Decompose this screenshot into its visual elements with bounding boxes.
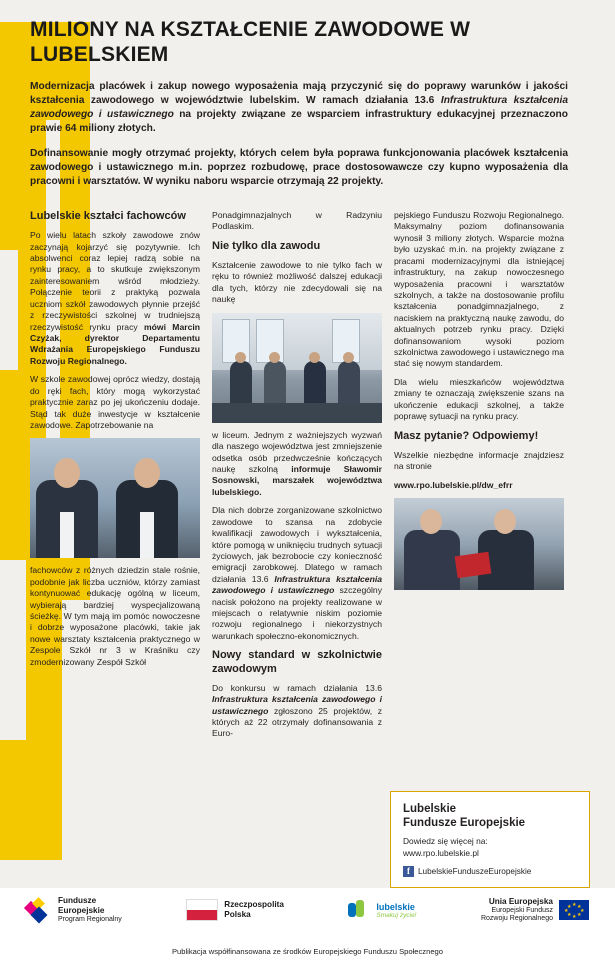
column-2-heading-1: Nie tylko dla zawodu	[212, 239, 321, 252]
unia-europejska-logo	[481, 897, 589, 924]
lead-paragraph-1	[30, 80, 568, 136]
ue-line-3: Rozwoju Regionalnego	[480, 915, 553, 923]
footer-logos	[0, 888, 615, 925]
eu-flag-icon: ★ ★ ★ ★ ★ ★ ★ ★	[559, 900, 589, 920]
rp-line-2: Polska	[224, 910, 251, 920]
column-1-paragraph-2: W szkole zawodowej oprócz wiedzy, dostają do ręki fach, który mogą wykorzystać praktycznie zaraz po jej ukończeniu dodaje. Stąd tak duże inwestycje w kształcenie zawodowe. Zapotrzebowanie na	[30, 374, 200, 430]
column-1-paragraph-1	[30, 230, 200, 367]
lead-paragraph-2: Dofinansowanie mogły otrzymać projekty, których celem była poprawa funkcjonowania placówek kształcenia zawodowego i ustawicznego m.in. poprzez rozbudowę, prace dostosowawcze czy kupno wyposażenia dla pracowni i warsztatów. W wyniku naboru wsparcie otrzymają 22 projekty.	[30, 147, 568, 187]
lead-1-part-b: na projekty związane ze wsparciem infrastruktury edukacyjnej przeznaczono prawie 64 miliony złotych.	[30, 108, 568, 134]
ribbon-cut-a	[0, 250, 18, 370]
rzeczpospolita-polska-logo	[186, 899, 284, 921]
column-3-heading: Masz pytanie? Odpowiemy!	[394, 429, 539, 442]
facebook-link[interactable]	[403, 866, 579, 877]
column-3-paragraph-3: Wszelkie niezbędne informacje znajdziesz na stronie	[394, 449, 564, 472]
fe-line-1: Fundusze	[58, 896, 97, 905]
article-header	[30, 18, 590, 200]
fe-line-3: Program Regionalny	[58, 916, 122, 923]
lubelskie-text	[376, 902, 416, 919]
ue-line-2: Europejski Fundusz	[491, 906, 553, 914]
ue-line-1: Unia Europejska	[488, 896, 553, 906]
column-2-p2-bold: informuje Sławomir Sosnowski, marszałek województwa lubelskiego.	[212, 463, 382, 497]
column-2-p3-a: Dla nich dobrze zorganizowane szkolnictwo zawodowe to szansa na zdobycie kwalifikacji zawodowych i wykształcenia, które pomogą w uniknięciu trudnych sytuacji życiowych, jak bezrobocie czy konieczność emigracji zarobkowej. Dlatego w ramach działania 13.6	[212, 505, 382, 584]
column-1-heading: Lubelskie kształci fachowców	[30, 210, 186, 222]
contact-box-line-2: Fundusze Europejskie	[403, 817, 526, 830]
facebook-icon: f	[403, 866, 414, 877]
column-1-paragraph-3: fachowców z różnych dziedzin stale rośnie, podobnie jak liczba uczniów, którzy zamiast kontynuować edukację ogólną w liceum, wybierają bardziej wyspecjalizowaną ścieżkę. W tym mają im pomóc nowoczesne i dobrze wyposażone placówki, takie jak nowe warsztaty kształcenia praktycznego w Zespole Szkół nr 3 w Kraśniku czy zmodernizowany Zespół Szkół	[30, 565, 200, 667]
column-2-p2-text: w liceum. Jednym z ważniejszych wyzwań dla naszego województwa jest zmniejszenie odsetka osób przedwcześnie kończących naukę szkolną	[212, 429, 382, 474]
column-2-p4-emphasis: Infrastruktura kształcenia zawodowego i ustawicznego	[212, 694, 382, 716]
page-title: MILIONY NA KSZTAŁCENIE ZAWODOWE W LUBELSKIEM	[30, 18, 471, 66]
column-3-paragraph-2: Dla wielu mieszkańców województwa zmiany te oznaczają zwiększenie szans na ukończenie edukacji szkolnej, a także poprawę sytuacji na rynku pracy.	[394, 376, 564, 422]
column-3	[394, 210, 564, 597]
fundusze-europejskie-icon	[26, 899, 52, 921]
polish-flag-icon	[186, 899, 218, 921]
photo-meeting	[212, 313, 382, 423]
article-columns	[30, 210, 590, 747]
rzeczpospolita-text	[224, 900, 284, 920]
column-1-p1-bold: mówi Marcin Czyżak, dyrektor Departamentu Wdrażania Europejskiego Funduszu Rozwoju Regionalnego.	[30, 321, 200, 366]
column-2-paragraph-1: Kształcenie zawodowe to nie tylko fach w ręku to również możliwość dalszej edukacji dla tych, którzy nie zdecydowali się na naukę	[212, 260, 382, 305]
fundusze-europejskie-logo	[26, 896, 122, 925]
lead-1-part-a: Modernizacja placówek i zakup nowego wyposażenia mają przyczynić się do poprawy warunków i jakości kształcenia zawodowego w województwie lubelskim. W ramach działania 13.6	[30, 80, 568, 106]
footer-caption: Publikacja współfinansowana ze środków Europejskiego Funduszu Społecznego	[171, 947, 443, 956]
photo-two-men	[30, 438, 200, 558]
fundusze-europejskie-text	[58, 896, 122, 925]
column-2-paragraph-2	[212, 430, 382, 499]
contact-box-title	[403, 802, 579, 831]
lub-line-1: lubelskie	[376, 901, 415, 912]
rp-line-1: Rzeczpospolita	[224, 900, 284, 910]
column-2-paragraph-3	[212, 505, 382, 642]
facebook-page-name: LubelskieFunduszeEuropejskie	[418, 867, 532, 876]
column-2-p4-b: zgłoszono 25 projektów, z których aż 22 otrzymały dofinansowania z Euro-	[212, 705, 382, 739]
fe-line-2: Europejskie	[58, 906, 105, 915]
column-2-p3-emphasis: Infrastruktura kształcenia zawodowego i ustawicznego	[212, 573, 382, 596]
lubelskie-logo	[348, 900, 416, 920]
column-2	[212, 210, 382, 747]
column-3-paragraph-1: pejskiego Funduszu Rozwoju Regionalnego. Maksymalny poziom dofinansowania wynosił 3 miliony złotych. Wsparcie można było uzyskać m.in. na projekty związane z pracami modernizacyjnymi dla istniejącej infrastruktury, na zakup nowoczesnego wyposażenia pracowni i warsztatów szkolnych, a także na dostosowanie profilu kształcenia ponadgimnazjalnego, z naciskiem na praktyczną naukę zawodu, do aktualnych potrzeb rynku pracy. Dzięki dofinansowaniom wysoki poziom szkolnictwa zawodowego i ustawicznego ma stać się nowym standardem.	[394, 210, 564, 369]
contact-box	[390, 791, 590, 888]
contact-box-subtitle: Dowiedz się więcej na:	[403, 836, 488, 847]
column-2-heading-2: Nowy standard w szkolnictwie zawodowym	[212, 649, 382, 675]
column-1	[30, 210, 200, 675]
lubelskie-icon	[348, 900, 370, 920]
column-3-link[interactable]: www.rpo.lubelskie.pl/dw_efrr	[394, 479, 513, 490]
contact-box-url[interactable]: www.rpo.lubelskie.pl	[403, 848, 479, 859]
column-1-p1-text: Po wielu latach szkoły zawodowe znów zaczynają kojarzyć się pozytywnie. Ich absolwenci coraz lepiej radzą sobie na rynku pracy, a to skutkuje zwiększonym zainteresowaniem wśród młodzieży. Połączenie teorii z praktyką pozwala uczniom szkół zawodowych płynnie przejść z rzeczywistości szkolnej w trudniejszą rzeczywistość rynku pracy	[30, 230, 200, 332]
photo-red-folder	[394, 498, 564, 590]
ribbon-cut-c	[0, 560, 26, 740]
column-2-p4-a: Do konkursu w ramach działania 13.6	[212, 682, 382, 693]
unia-europejska-text	[481, 897, 553, 924]
lead-1-emphasis: Infrastruktura kształcenia zawodowego i ustawicznego	[30, 94, 568, 120]
column-2-p3-b: szczególny nacisk położono na projekty realizowane w miejscach o relatywnie niskim poziomie rozwoju regionalnego i niekorzystnych warunkach społeczno-ekonomicznych.	[212, 585, 382, 641]
column-2-paragraph-0: Ponadgimnazjalnych w Radzyniu Podlaskim.	[212, 210, 382, 232]
contact-box-line-1: Lubelskie	[403, 802, 457, 815]
lub-line-2: Smakuj życie!	[376, 911, 417, 919]
column-2-paragraph-4	[212, 683, 382, 740]
